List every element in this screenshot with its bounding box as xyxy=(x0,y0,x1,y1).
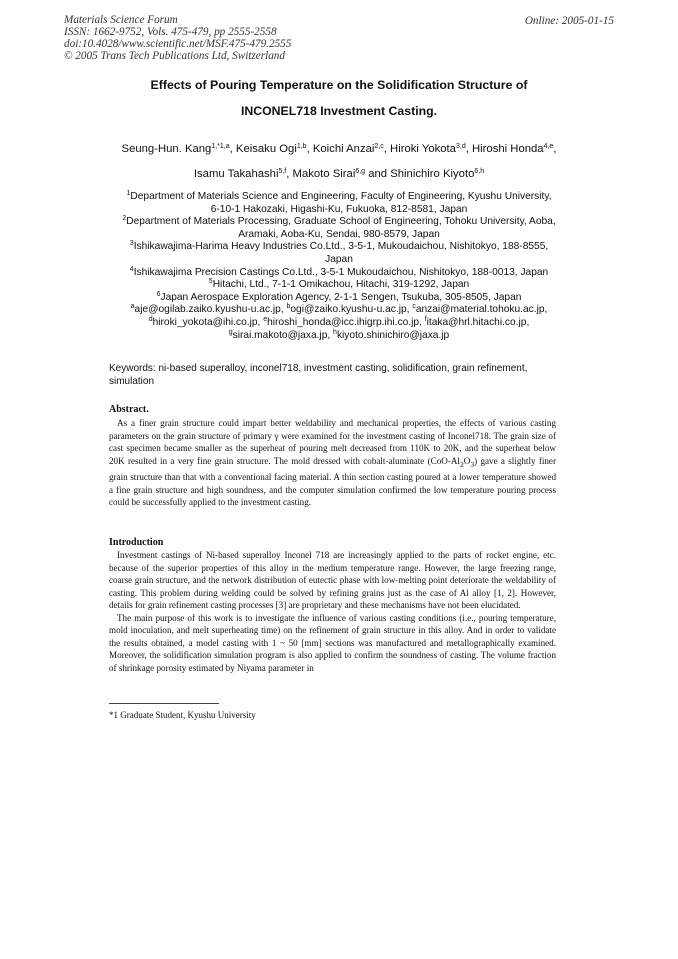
email-line-1: $^a$aje@ogilab.zaiko.kyushu-u.ac.jp, $^b$ogi@zaiko.kyushu-u.ac.jp, $^c$anzai@material.tohoku.ac.jp, xyxy=(130,303,548,316)
abstract-heading: Abstract. xyxy=(109,404,149,415)
journal-info xyxy=(64,14,291,62)
email-link[interactable]: hiroshi_honda@icc.ihigrp.ihi.co.jp xyxy=(267,316,420,328)
authors-line-1: Seung-Hun. Kang$^{1,*1,a}$, Keisaku Ogi$^{1,b}$, Koichi Anzai$^{2,c}$, Hiroki Yokota$^{3,d}$, Hiroshi Honda$^{4,e}$, xyxy=(121,143,557,155)
affiliation-4: $^4$Ishikawajima Precision Castings Co.Ltd., 3-5-1 Mukoudaichou, Nishitokyo, 188-0013, Japan xyxy=(129,265,549,278)
keywords-text: ni-based superalloy, inconel718, investment casting, solidification, grain refinement, simulation xyxy=(109,363,528,387)
affiliation-2: $^2$Department of Materials Processing, Graduate School of Engineering, Tohoku University, Aoba, xyxy=(122,215,556,228)
email-link[interactable]: itaka@hrl.hitachi.co.jp xyxy=(426,316,527,328)
author-name: Hiroshi Honda xyxy=(472,143,544,155)
affiliation-1: $^1$Department of Materials Science and Engineering, Faculty of Engineering, Kyushu University, xyxy=(126,190,552,202)
email-line-2: $^d$hiroki_yokota@ihi.co.jp, $^e$hiroshi_honda@icc.ihigrp.ihi.co.jp, $^f$itaka@hrl.hitachi.co.jp, xyxy=(148,315,530,328)
author-name: Hiroki Yokota xyxy=(390,143,456,155)
affiliation-5: $^5$Hitachi, Ltd., 7-1-1 Omikachou, Hitachi, 319-1292, Japan xyxy=(208,278,470,291)
affiliation-1-cont: 6-10-1 Hakozaki, Higashi-Ku, Fukuoka, 812-8581, Japan xyxy=(210,203,468,215)
footnote: *1 Graduate Student, Kyushu University xyxy=(109,710,256,720)
email-link[interactable]: anzai@material.tohoku.ac.jp xyxy=(415,304,545,316)
author-name: Makoto Sirai xyxy=(292,168,356,180)
affiliation-3: $^3$Ishikawajima-Harima Heavy Industries Co.Ltd., 3-5-1, Mukoudaichou, Nishitokyo, 188-8555, xyxy=(129,240,549,253)
intro-paragraph-2: The main purpose of this work is to investigate the influence of various casting conditions (i.e., pouring temperature, mold inoculation, and melt superheating time) on the refinement of grain structure in this alloy. And in order to validate the results obtained, a model casting with 1 ~ 50 [mm] sections was manufactured and metallographically examined. Moreover, the solidification simulation program is also applied to confirm the soundness of casting. The volume fraction of shrinkage porosity estimated by Niyama parameter in xyxy=(109,612,556,673)
affiliation-2-cont: Aramaki, Aoba-Ku, Sendai, 980-8579, Japan xyxy=(238,228,440,240)
affiliation-3-cont: Japan xyxy=(325,253,353,265)
journal-name: Materials Science Forum xyxy=(64,14,178,26)
authors-line-2: Isamu Takahashi$^{5,f}$, Makoto Sirai$^{6,g}$ and Shinichiro Kiyoto$^{6,h}$ xyxy=(193,168,485,180)
paper-title-line-2: INCONEL718 Investment Casting. xyxy=(240,104,438,118)
author-name: Isamu Takahashi xyxy=(193,168,279,180)
introduction-heading: Introduction xyxy=(109,537,164,548)
affiliations xyxy=(64,191,614,342)
email-link[interactable]: kiyoto.shinichiro@jaxa.jp xyxy=(336,329,450,341)
email-line-3: $^g$sirai.makoto@jaxa.jp, $^h$kiyoto.shinichiro@jaxa.jp xyxy=(228,328,450,341)
author-name: Koichi Anzai xyxy=(312,143,375,155)
author-name: Keisaku Ogi xyxy=(235,143,297,155)
journal-issn: ISSN: 1662-9752, Vols. 475-479, pp 2555-2558 xyxy=(64,26,277,38)
email-link[interactable]: ogi@zaiko.kyushu-u.ac.jp xyxy=(290,304,407,316)
introduction-body xyxy=(109,549,556,674)
intro-paragraph-1: Investment castings of Ni-based superalloy Inconel 718 are increasingly applied to the parts of rocket engine, etc. because of the superior properties of this alloy in the medium temperature range. However, the large freezing range, coarse grain structure, and the network distribution of eutectic phase with low-melting point deteriorate the weldability of casting. This problem during welding could be solved by refining grains just as the case of Al alloy [1, 2]. However, details for grain refinement casting processes [3] are proprietary and these mechanisms have not been elucidated. xyxy=(109,550,556,611)
abstract-body: As a finer grain structure could impart better weldability and mechanical properties, the effects of various casting parameters on the grain structure of primary γ were examined for the investment casting of Inconel718. The grain size of cast specimen became smaller as the superheat of pouring melt decreased from 110K to 20K, and the superheat below 20K resulted in a very fine grain structure. The mold dressed with cobalt-aluminate $(CoO-Al_2O_3)$ gave a slightly finer grain structure than that with a conventional facing material. A thin section casting poured at a lower temperature showed a fine grain structure and high soundness, and the computer simulation confirmed the low temperature pouring process could be successfully applied to the investment casting. xyxy=(109,418,556,508)
author-name: Shinichiro Kiyoto xyxy=(390,168,475,180)
author-name: Seung-Hun. Kang xyxy=(121,143,212,155)
footnote-rule xyxy=(109,703,219,704)
online-date: Online: 2005-01-15 xyxy=(524,15,614,27)
paper-title-line-1: Effects of Pouring Temperature on the Solidification Structure of xyxy=(150,78,528,92)
email-link[interactable]: aje@ogilab.zaiko.kyushu-u.ac.jp xyxy=(134,304,281,316)
journal-doi: doi:10.4028/www.scientific.net/MSF.475-479.2555 xyxy=(64,38,292,50)
keywords-label: Keywords: xyxy=(109,363,156,374)
keywords xyxy=(109,362,556,388)
journal-copyright: © 2005 Trans Tech Publications Ltd, Switzerland xyxy=(64,50,285,62)
email-link[interactable]: sirai.makoto@jaxa.jp xyxy=(232,329,328,341)
email-link[interactable]: hiroki_yokota@ihi.co.jp xyxy=(152,316,258,328)
affiliation-6: $^6$Japan Aerospace Exploration Agency, 2-1-1 Sengen, Tsukuba, 305-8505, Japan xyxy=(156,290,522,303)
